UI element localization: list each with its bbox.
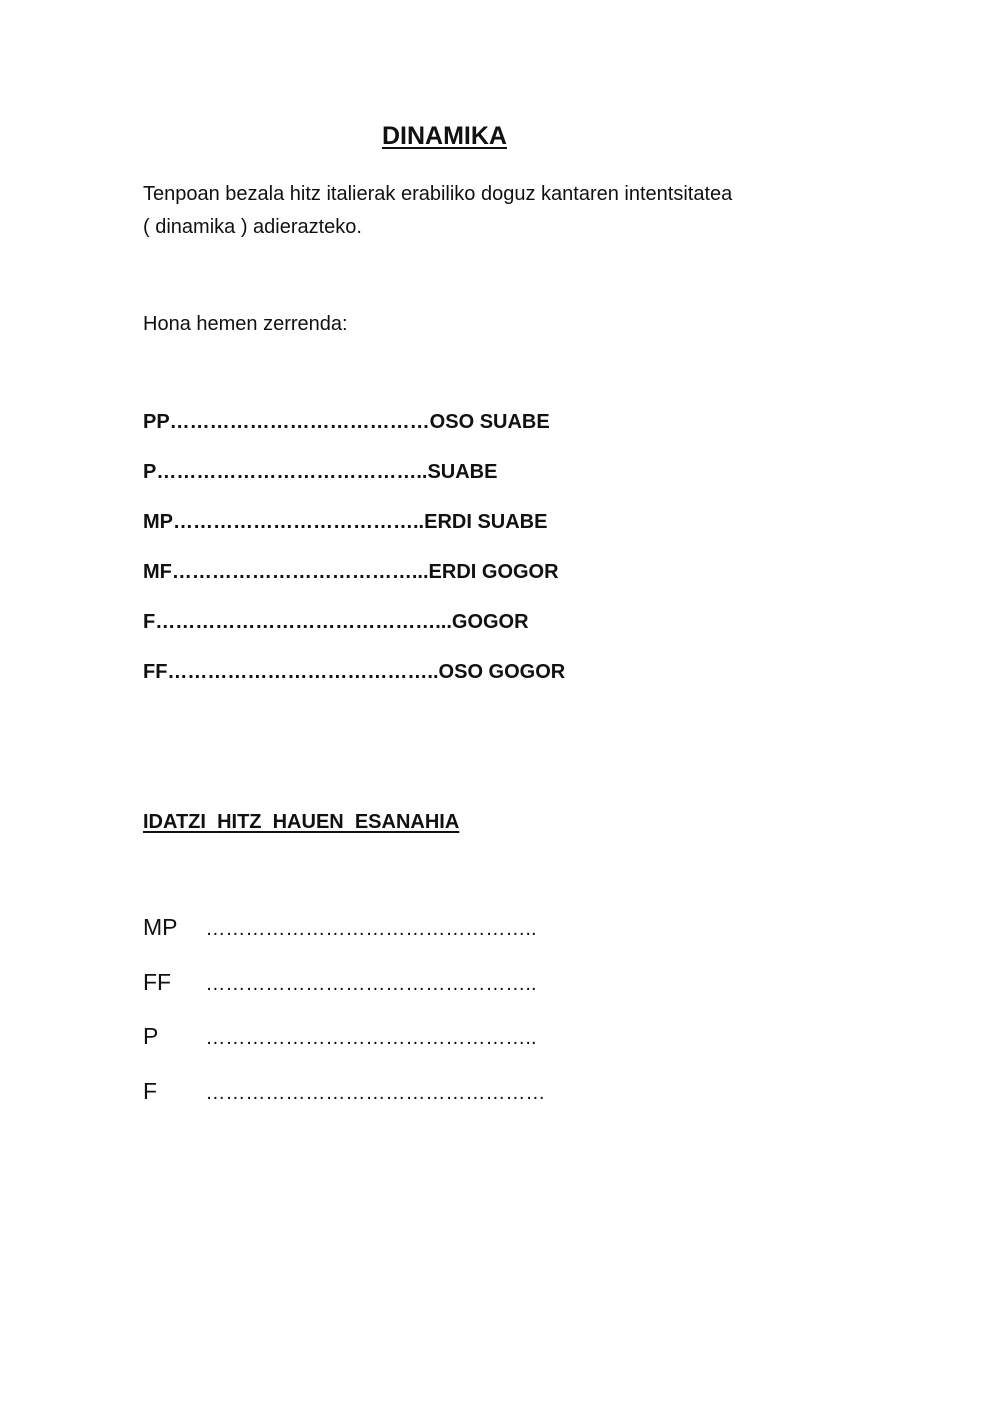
answer-blank-p[interactable]: ………………………………………….. [205,1027,537,1049]
answer-blank-f[interactable]: …………………………………………… [205,1081,546,1104]
exercise-item-f [143,1078,545,1133]
dynamics-item-pp: PP…………………………………OSO SUABE [143,411,550,433]
intro-line: ( dinamika ) adierazteko. [143,216,362,238]
intro-paragraph [143,178,732,244]
dynamics-list [143,411,565,711]
dynamics-item-f: F……………………………………...GOGOR [143,611,529,633]
dynamics-item-p: P…………………………………..SUABE [143,461,498,483]
dynamics-item-ff: FF…………………………………..OSO GOGOR [143,661,566,683]
exercise-item-p [143,1023,545,1078]
exercise-item-ff [143,969,545,1024]
exercise-abbr: MP [143,914,178,940]
exercise-list [143,914,545,1132]
answer-blank-mp[interactable]: ………………………………………….. [205,918,537,940]
exercise-item-mp [143,914,545,969]
exercise-abbr: FF [143,968,172,995]
dynamics-item-mp: MP………………………………..ERDI SUABE [143,511,548,533]
dynamics-item-mf: MF………………………………...ERDI GOGOR [143,561,559,583]
answer-blank-ff[interactable]: ………………………………………….. [205,972,537,995]
exercise-heading: IDATZI HITZ HAUEN ESANAHIA [143,811,460,833]
exercise-abbr: F [143,1077,158,1104]
exercise-abbr: P [143,1023,159,1049]
page-title: DINAMIKA [382,122,507,150]
intro-line: Tenpoan bezala hitz italierak erabiliko doguz kantaren intentsitatea [143,183,733,205]
list-heading: Hona hemen zerrenda: [143,313,348,335]
